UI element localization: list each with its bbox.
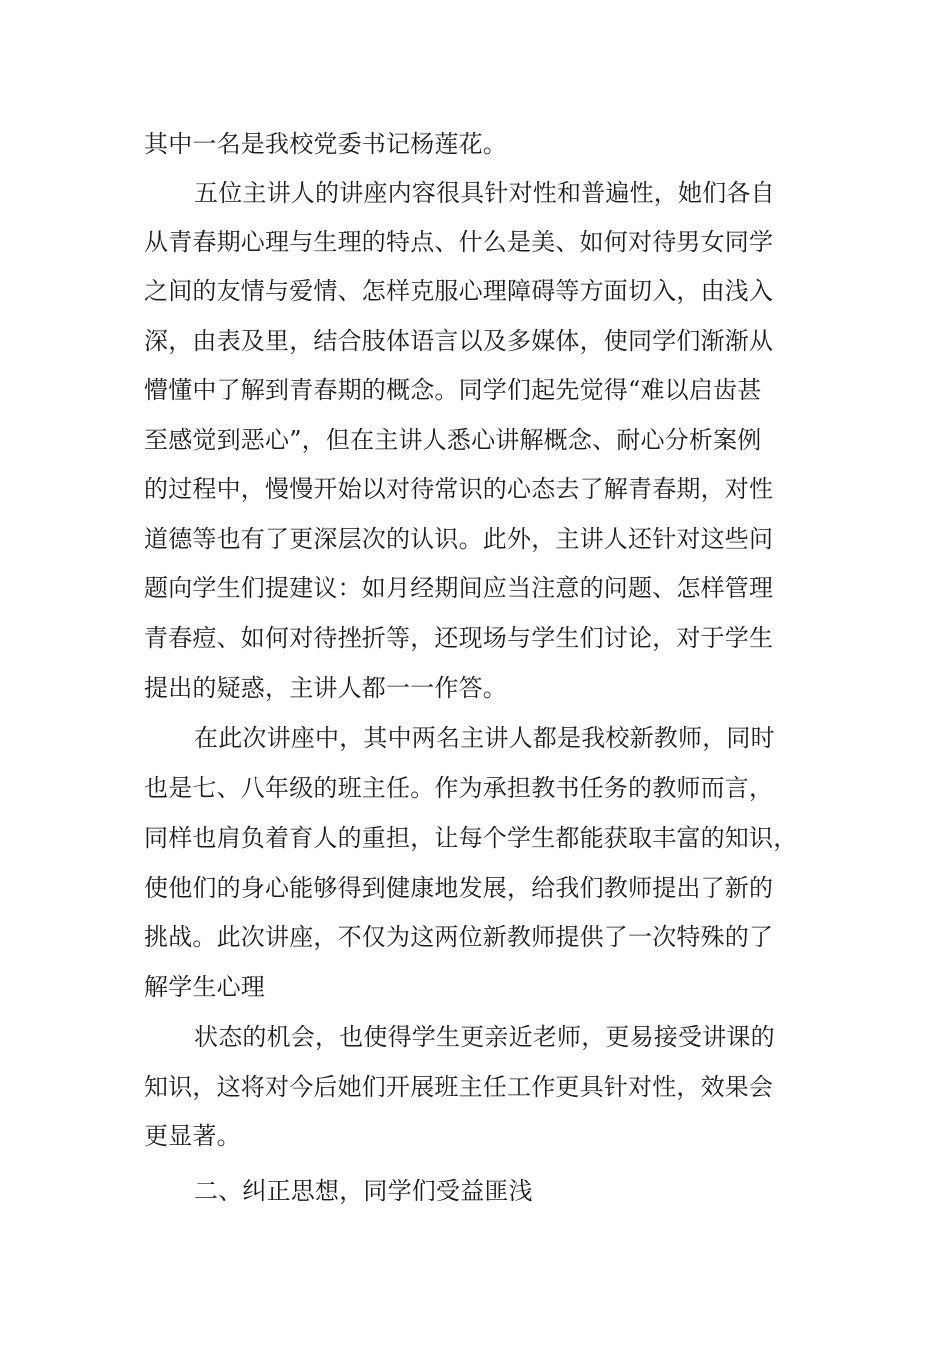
paragraph-first-line: 在此次讲座中，其中两名主讲人都是我校新教师，同时 (194, 724, 775, 752)
text-line: 提出的疑惑，主讲人都一一作答。 (144, 674, 507, 702)
text-line: 挑战。此次讲座，不仅为这两位新教师提供了一次特殊的了 (144, 923, 774, 951)
text-line: 解学生心理 (144, 973, 265, 1001)
text-line: 从青春期心理与生理的特点、什么是美、如何对待男女同学 (144, 228, 774, 256)
text-line: 同样也肩负着育人的重担，让每个学生都能获取丰富的知识， (144, 824, 798, 852)
text-line: 知识，这将对今后她们开展班主任工作更具针对性，效果会 (144, 1073, 774, 1101)
text-line: 之间的友情与爱情、怎样克服心理障碍等方面切入，由浅入 (144, 277, 774, 305)
text-line: 题向学生们提建议：如月经期间应当注意的问题、怎样管理 (144, 574, 774, 602)
text-line: 青春痘、如何对待挫折等，还现场与学生们讨论，对于学生 (144, 624, 774, 652)
text-line: 其中一名是我校党委书记杨莲花。 (144, 130, 507, 158)
section-heading: 二、纠正思想，同学们受益匪浅 (194, 1177, 533, 1205)
paragraph-first-line: 五位主讲人的讲座内容很具针对性和普遍性，她们各自 (194, 179, 775, 207)
text-line: 道德等也有了更深层次的认识。此外，主讲人还针对这些问 (144, 525, 774, 553)
text-line: 懵懂中了解到青春期的概念。同学们起先觉得“难以启齿甚 (144, 376, 762, 404)
paragraph-first-line: 状态的机会，也使得学生更亲近老师，更易接受讲课的 (194, 1023, 775, 1051)
text-line: 深，由表及里，结合肢体语言以及多媒体，使同学们渐渐从 (144, 327, 774, 355)
text-line: 也是七、八年级的班主任。作为承担教书任务的教师而言， (144, 774, 774, 802)
text-line: 的过程中，慢慢开始以对待常识的心态去了解青春期，对性 (144, 475, 774, 503)
text-line: 至感觉到恶心”，但在主讲人悉心讲解概念、耐心分析案例 (144, 426, 762, 454)
text-line: 更显著。 (144, 1122, 241, 1150)
text-line: 使他们的身心能够得到健康地发展，给我们教师提出了新的 (144, 874, 774, 902)
